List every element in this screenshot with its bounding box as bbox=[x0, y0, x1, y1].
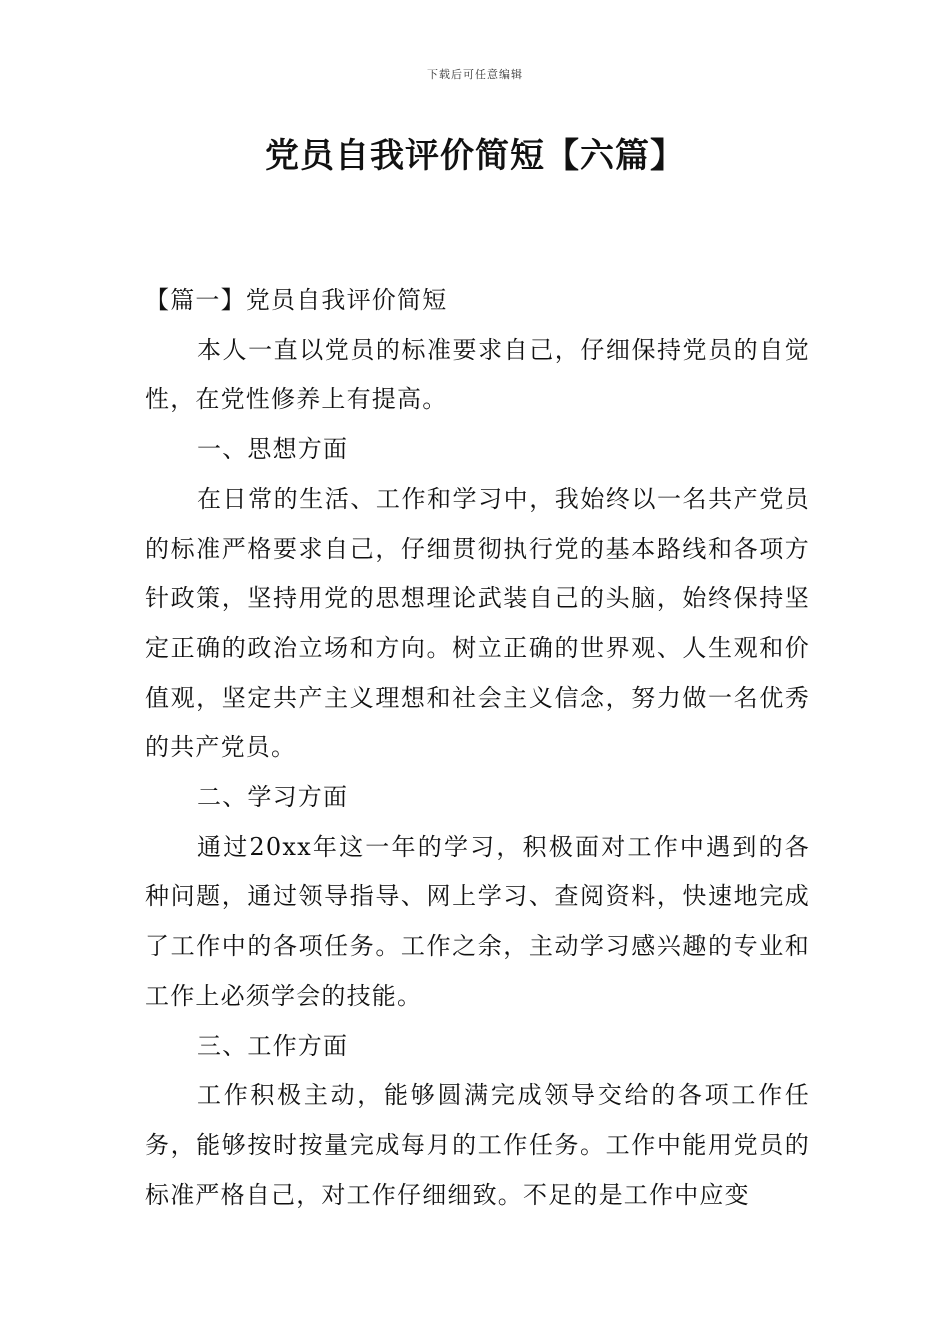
subheading-study: 二、学习方面 bbox=[197, 783, 349, 812]
document-body bbox=[145, 276, 810, 1220]
document-title: 党员自我评价简短【六篇】 bbox=[265, 136, 685, 176]
subheading-work: 三、工作方面 bbox=[197, 1031, 349, 1060]
paragraph-study: 通过20xx年这一年的学习，积极面对工作中遇到的各种问题，通过领导指导、网上学习、查阅资料，快速地完成了工作中的各项任务。工作之余，主动学习感兴趣的专业和工作上必须学会的技能。 bbox=[145, 832, 810, 1010]
subheading-thought: 一、思想方面 bbox=[197, 435, 349, 464]
paragraph-intro: 本人一直以党员的标准要求自己，仔细保持党员的自觉性，在党性修养上有提高。 bbox=[145, 335, 810, 414]
paragraph-thought: 在日常的生活、工作和学习中，我始终以一名共产党员的标准严格要求自己，仔细贯彻执行党的基本路线和各项方针政策，坚持用党的思想理论武装自己的头脑，始终保持坚定正确的政治立场和方向。树立正确的世界观、人生观和价值观，坚定共产主义理想和社会主义信念，努力做一名优秀的共产党员。 bbox=[145, 484, 810, 762]
paragraph-work: 工作积极主动，能够圆满完成领导交给的各项工作任务，能够按时按量完成每月的工作任务。工作中能用党员的标准严格自己，对工作仔细细致。不足的是工作中应变 bbox=[145, 1081, 810, 1209]
section-heading: 【篇一】党员自我评价简短 bbox=[145, 286, 448, 314]
header-note: 下载后可任意编辑 bbox=[427, 68, 523, 81]
